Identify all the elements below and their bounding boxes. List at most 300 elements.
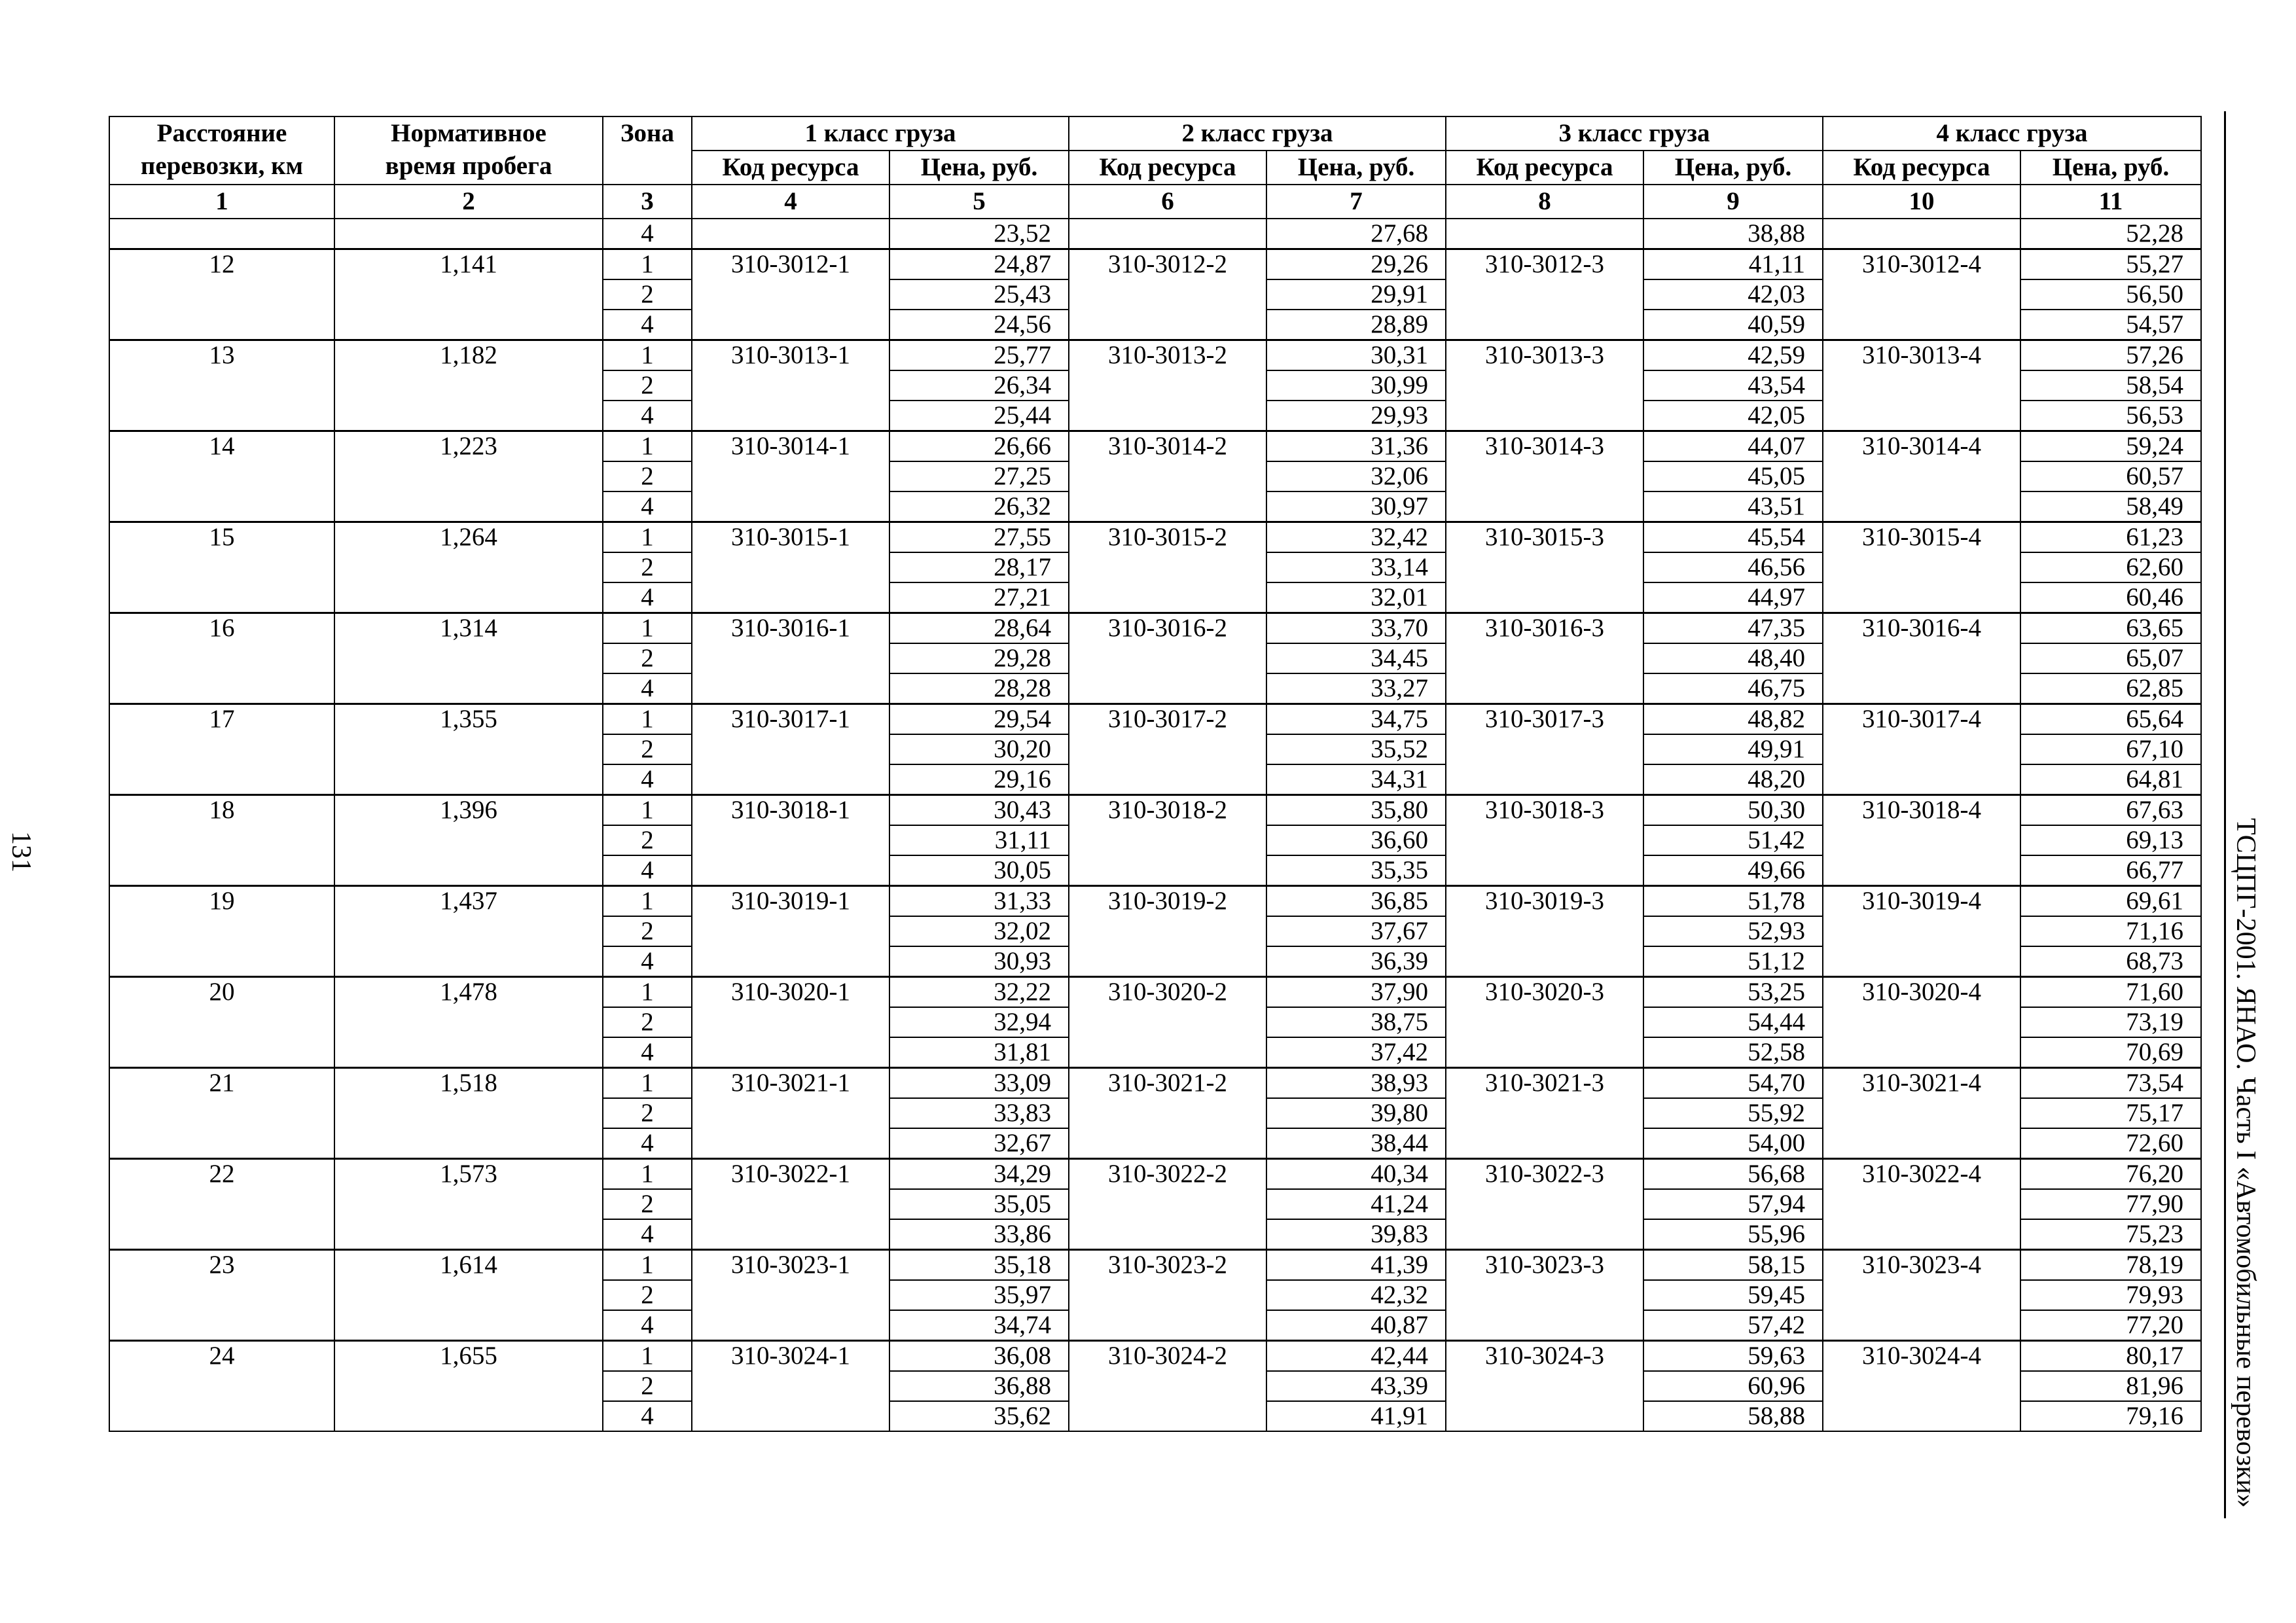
- table-row: [109, 431, 2201, 462]
- column-number: 7: [1266, 185, 1446, 219]
- code-cell: 310-3018-3: [1446, 795, 1643, 886]
- table-row: [109, 1341, 2201, 1372]
- zone-cell: 4: [603, 855, 692, 886]
- code-cell: 310-3015-2: [1069, 522, 1266, 613]
- price-cell: 52,58: [1643, 1037, 1823, 1068]
- code-cell: 310-3022-1: [692, 1159, 889, 1250]
- code-cell: 310-3018-2: [1069, 795, 1266, 886]
- price-cell: 28,28: [889, 673, 1069, 704]
- price-cell: 40,87: [1266, 1310, 1446, 1341]
- price-cell: 40,59: [1643, 310, 1823, 340]
- price-cell: 43,51: [1643, 491, 1823, 522]
- column-number: 6: [1069, 185, 1266, 219]
- price-cell: 46,56: [1643, 552, 1823, 582]
- zone-cell: 4: [603, 310, 692, 340]
- table-row: [109, 977, 2201, 1008]
- code-cell: 310-3012-3: [1446, 249, 1643, 340]
- price-cell: 69,13: [2020, 825, 2201, 855]
- column-number: 1: [109, 185, 334, 219]
- code-cell: 310-3023-4: [1823, 1250, 2020, 1341]
- price-cell: 41,39: [1266, 1250, 1446, 1281]
- price-cell: 49,91: [1643, 734, 1823, 764]
- price-cell: 27,68: [1266, 219, 1446, 249]
- code-cell: 310-3020-2: [1069, 977, 1266, 1068]
- distance-cell: 17: [109, 704, 334, 795]
- code-cell: 310-3016-4: [1823, 613, 2020, 704]
- price-cell: 58,15: [1643, 1250, 1823, 1281]
- distance-cell: 15: [109, 522, 334, 613]
- price-cell: 27,25: [889, 461, 1069, 491]
- table-body: [109, 219, 2201, 1431]
- header-distance-line1: Расстояние: [156, 119, 287, 147]
- distance-cell: 12: [109, 249, 334, 340]
- price-cell: 32,22: [889, 977, 1069, 1008]
- code-cell: 310-3024-3: [1446, 1341, 1643, 1432]
- zone-cell: 1: [603, 1068, 692, 1099]
- code-cell: 310-3020-4: [1823, 977, 2020, 1068]
- price-cell: 33,83: [889, 1098, 1069, 1128]
- price-cell: 35,05: [889, 1189, 1069, 1219]
- code-cell: [692, 219, 889, 249]
- code-cell: 310-3017-2: [1069, 704, 1266, 795]
- header-code: Код ресурса: [1823, 151, 2020, 185]
- price-cell: 35,97: [889, 1280, 1069, 1310]
- zone-cell: 2: [603, 734, 692, 764]
- price-cell: 55,96: [1643, 1219, 1823, 1250]
- price-cell: 80,17: [2020, 1341, 2201, 1372]
- header-price: Цена, руб.: [2020, 151, 2201, 185]
- price-cell: 57,94: [1643, 1189, 1823, 1219]
- price-cell: 42,59: [1643, 340, 1823, 371]
- zone-cell: 4: [603, 764, 692, 795]
- table-row: [109, 1159, 2201, 1190]
- price-cell: 35,80: [1266, 795, 1446, 826]
- price-cell: 42,05: [1643, 401, 1823, 431]
- code-cell: 310-3020-1: [692, 977, 889, 1068]
- price-cell: 40,34: [1266, 1159, 1446, 1190]
- price-cell: 41,91: [1266, 1401, 1446, 1431]
- price-cell: 71,16: [2020, 916, 2201, 946]
- code-cell: 310-3019-4: [1823, 886, 2020, 977]
- price-cell: 81,96: [2020, 1371, 2201, 1401]
- price-cell: 31,11: [889, 825, 1069, 855]
- zone-cell: 4: [603, 582, 692, 613]
- zone-cell: 4: [603, 219, 692, 249]
- distance-cell: [109, 219, 334, 249]
- price-cell: 33,27: [1266, 673, 1446, 704]
- price-cell: 55,27: [2020, 249, 2201, 280]
- time-cell: 1,437: [334, 886, 603, 977]
- price-cell: 45,05: [1643, 461, 1823, 491]
- price-cell: 27,55: [889, 522, 1069, 553]
- price-cell: 35,62: [889, 1401, 1069, 1431]
- zone-cell: 1: [603, 977, 692, 1008]
- zone-cell: 4: [603, 491, 692, 522]
- price-cell: 36,60: [1266, 825, 1446, 855]
- code-cell: 310-3020-3: [1446, 977, 1643, 1068]
- price-cell: 75,17: [2020, 1098, 2201, 1128]
- price-cell: 59,24: [2020, 431, 2201, 462]
- price-cell: 69,61: [2020, 886, 2201, 917]
- price-cell: 48,40: [1643, 643, 1823, 673]
- time-cell: 1,655: [334, 1341, 603, 1432]
- price-cell: 54,57: [2020, 310, 2201, 340]
- price-cell: 33,70: [1266, 613, 1446, 644]
- code-cell: 310-3021-4: [1823, 1068, 2020, 1159]
- price-cell: 29,16: [889, 764, 1069, 795]
- price-cell: 62,60: [2020, 552, 2201, 582]
- column-number: 11: [2020, 185, 2201, 219]
- time-cell: 1,478: [334, 977, 603, 1068]
- zone-cell: 4: [603, 401, 692, 431]
- code-cell: [1446, 219, 1643, 249]
- price-cell: 58,49: [2020, 491, 2201, 522]
- time-cell: 1,223: [334, 431, 603, 522]
- code-cell: 310-3023-3: [1446, 1250, 1643, 1341]
- price-cell: 57,42: [1643, 1310, 1823, 1341]
- page-number: 131: [6, 831, 36, 872]
- time-cell: 1,264: [334, 522, 603, 613]
- distance-cell: 18: [109, 795, 334, 886]
- price-cell: 51,78: [1643, 886, 1823, 917]
- price-cell: 30,99: [1266, 370, 1446, 401]
- zone-cell: 4: [603, 1401, 692, 1431]
- price-cell: 38,88: [1643, 219, 1823, 249]
- header-time-line2: время пробега: [385, 152, 552, 180]
- code-cell: 310-3013-3: [1446, 340, 1643, 431]
- price-cell: 29,91: [1266, 279, 1446, 310]
- code-cell: 310-3022-2: [1069, 1159, 1266, 1250]
- table-row: [109, 886, 2201, 917]
- price-cell: 41,24: [1266, 1189, 1446, 1219]
- price-cell: 67,10: [2020, 734, 2201, 764]
- distance-cell: 19: [109, 886, 334, 977]
- price-cell: 72,60: [2020, 1128, 2201, 1159]
- price-cell: 31,81: [889, 1037, 1069, 1068]
- price-cell: 25,77: [889, 340, 1069, 371]
- column-number: 8: [1446, 185, 1643, 219]
- header-time: [334, 116, 603, 185]
- time-cell: 1,314: [334, 613, 603, 704]
- zone-cell: 1: [603, 886, 692, 917]
- header-zone: Зона: [603, 116, 692, 185]
- table-row: [109, 704, 2201, 735]
- price-cell: 58,88: [1643, 1401, 1823, 1431]
- zone-cell: 2: [603, 1371, 692, 1401]
- price-cell: 60,46: [2020, 582, 2201, 613]
- code-cell: 310-3014-1: [692, 431, 889, 522]
- table-row: [109, 613, 2201, 644]
- code-cell: 310-3024-1: [692, 1341, 889, 1432]
- price-cell: 30,43: [889, 795, 1069, 826]
- price-cell: 46,75: [1643, 673, 1823, 704]
- zone-cell: 1: [603, 1159, 692, 1190]
- table-row: [109, 249, 2201, 280]
- price-cell: 38,44: [1266, 1128, 1446, 1159]
- price-cell: 28,64: [889, 613, 1069, 644]
- zone-cell: 1: [603, 704, 692, 735]
- zone-cell: 4: [603, 1219, 692, 1250]
- table-row: [109, 340, 2201, 371]
- price-cell: 37,42: [1266, 1037, 1446, 1068]
- price-cell: 34,29: [889, 1159, 1069, 1190]
- price-cell: 54,00: [1643, 1128, 1823, 1159]
- price-cell: 42,32: [1266, 1280, 1446, 1310]
- zone-cell: 2: [603, 1189, 692, 1219]
- header-distance: [109, 116, 334, 185]
- zone-cell: 2: [603, 279, 692, 310]
- code-cell: 310-3017-4: [1823, 704, 2020, 795]
- freight-price-table: [109, 116, 2202, 1432]
- price-cell: 68,73: [2020, 946, 2201, 977]
- price-cell: 56,50: [2020, 279, 2201, 310]
- price-cell: 62,85: [2020, 673, 2201, 704]
- distance-cell: 20: [109, 977, 334, 1068]
- column-number: 2: [334, 185, 603, 219]
- zone-cell: 1: [603, 795, 692, 826]
- price-cell: 67,63: [2020, 795, 2201, 826]
- price-cell: 33,86: [889, 1219, 1069, 1250]
- code-cell: 310-3016-3: [1446, 613, 1643, 704]
- code-cell: 310-3013-4: [1823, 340, 2020, 431]
- code-cell: 310-3018-4: [1823, 795, 2020, 886]
- price-cell: 26,66: [889, 431, 1069, 462]
- price-cell: 59,63: [1643, 1341, 1823, 1372]
- price-cell: 48,20: [1643, 764, 1823, 795]
- time-cell: 1,355: [334, 704, 603, 795]
- time-cell: 1,518: [334, 1068, 603, 1159]
- header-price: Цена, руб.: [889, 151, 1069, 185]
- price-cell: 26,32: [889, 491, 1069, 522]
- price-cell: 39,80: [1266, 1098, 1446, 1128]
- price-cell: 37,90: [1266, 977, 1446, 1008]
- header-price: Цена, руб.: [1643, 151, 1823, 185]
- distance-cell: 21: [109, 1068, 334, 1159]
- header-class-4: 4 класс груза: [1823, 116, 2201, 151]
- price-cell: 73,54: [2020, 1068, 2201, 1099]
- header-code: Код ресурса: [1446, 151, 1643, 185]
- price-cell: 52,28: [2020, 219, 2201, 249]
- table-row: [109, 522, 2201, 553]
- price-cell: 38,75: [1266, 1007, 1446, 1037]
- price-cell: 60,57: [2020, 461, 2201, 491]
- continuation-row: [109, 219, 2201, 249]
- price-cell: 42,03: [1643, 279, 1823, 310]
- price-cell: 78,19: [2020, 1250, 2201, 1281]
- header-row-1: [109, 116, 2201, 151]
- zone-cell: 2: [603, 461, 692, 491]
- price-cell: 31,33: [889, 886, 1069, 917]
- price-cell: 70,69: [2020, 1037, 2201, 1068]
- price-cell: 29,26: [1266, 249, 1446, 280]
- price-cell: 32,67: [889, 1128, 1069, 1159]
- time-cell: [334, 219, 603, 249]
- price-cell: 30,20: [889, 734, 1069, 764]
- price-cell: 29,54: [889, 704, 1069, 735]
- price-cell: 65,64: [2020, 704, 2201, 735]
- price-cell: 28,89: [1266, 310, 1446, 340]
- price-cell: 51,12: [1643, 946, 1823, 977]
- code-cell: [1069, 219, 1266, 249]
- price-cell: 60,96: [1643, 1371, 1823, 1401]
- price-cell: 51,42: [1643, 825, 1823, 855]
- price-cell: 38,93: [1266, 1068, 1446, 1099]
- code-cell: 310-3022-3: [1446, 1159, 1643, 1250]
- price-cell: 25,44: [889, 401, 1069, 431]
- header-code: Код ресурса: [1069, 151, 1266, 185]
- price-cell: 59,45: [1643, 1280, 1823, 1310]
- zone-cell: 4: [603, 1310, 692, 1341]
- code-cell: 310-3019-1: [692, 886, 889, 977]
- code-cell: 310-3019-3: [1446, 886, 1643, 977]
- price-cell: 41,11: [1643, 249, 1823, 280]
- price-cell: 57,26: [2020, 340, 2201, 371]
- zone-cell: 1: [603, 249, 692, 280]
- price-cell: 36,88: [889, 1371, 1069, 1401]
- price-cell: 28,17: [889, 552, 1069, 582]
- code-cell: 310-3021-2: [1069, 1068, 1266, 1159]
- column-number: 9: [1643, 185, 1823, 219]
- zone-cell: 2: [603, 916, 692, 946]
- header-price: Цена, руб.: [1266, 151, 1446, 185]
- price-cell: 48,82: [1643, 704, 1823, 735]
- zone-cell: 2: [603, 370, 692, 401]
- code-cell: 310-3017-1: [692, 704, 889, 795]
- price-cell: 33,09: [889, 1068, 1069, 1099]
- price-cell: 56,53: [2020, 401, 2201, 431]
- price-cell: 29,93: [1266, 401, 1446, 431]
- price-cell: 29,28: [889, 643, 1069, 673]
- price-cell: 33,14: [1266, 552, 1446, 582]
- code-cell: 310-3024-4: [1823, 1341, 2020, 1432]
- price-cell: 55,92: [1643, 1098, 1823, 1128]
- price-cell: 36,85: [1266, 886, 1446, 917]
- zone-cell: 1: [603, 522, 692, 553]
- code-cell: 310-3019-2: [1069, 886, 1266, 977]
- price-cell: 61,23: [2020, 522, 2201, 553]
- price-cell: 30,93: [889, 946, 1069, 977]
- price-cell: 79,16: [2020, 1401, 2201, 1431]
- price-cell: 77,20: [2020, 1310, 2201, 1341]
- code-cell: 310-3018-1: [692, 795, 889, 886]
- price-cell: 52,93: [1643, 916, 1823, 946]
- zone-cell: 4: [603, 1037, 692, 1068]
- header-time-line1: Нормативное: [391, 119, 547, 147]
- price-cell: 24,56: [889, 310, 1069, 340]
- code-cell: [1823, 219, 2020, 249]
- code-cell: 310-3021-3: [1446, 1068, 1643, 1159]
- price-cell: 34,75: [1266, 704, 1446, 735]
- zone-cell: 4: [603, 673, 692, 704]
- price-cell: 35,18: [889, 1250, 1069, 1281]
- zone-cell: 1: [603, 1341, 692, 1372]
- code-cell: 310-3015-4: [1823, 522, 2020, 613]
- price-cell: 32,42: [1266, 522, 1446, 553]
- price-cell: 75,23: [2020, 1219, 2201, 1250]
- price-cell: 37,67: [1266, 916, 1446, 946]
- code-cell: 310-3023-2: [1069, 1250, 1266, 1341]
- table-row: [109, 1250, 2201, 1281]
- distance-cell: 13: [109, 340, 334, 431]
- time-cell: 1,141: [334, 249, 603, 340]
- price-cell: 24,87: [889, 249, 1069, 280]
- price-cell: 44,97: [1643, 582, 1823, 613]
- price-cell: 30,05: [889, 855, 1069, 886]
- zone-cell: 1: [603, 1250, 692, 1281]
- distance-cell: 14: [109, 431, 334, 522]
- price-cell: 26,34: [889, 370, 1069, 401]
- zone-cell: 2: [603, 1098, 692, 1128]
- price-cell: 63,65: [2020, 613, 2201, 644]
- price-cell: 35,35: [1266, 855, 1446, 886]
- zone-cell: 2: [603, 825, 692, 855]
- price-cell: 23,52: [889, 219, 1069, 249]
- price-cell: 43,39: [1266, 1371, 1446, 1401]
- code-cell: 310-3013-1: [692, 340, 889, 431]
- price-cell: 34,31: [1266, 764, 1446, 795]
- price-cell: 65,07: [2020, 643, 2201, 673]
- price-cell: 53,25: [1643, 977, 1823, 1008]
- code-cell: 310-3015-1: [692, 522, 889, 613]
- header-class-1: 1 класс груза: [692, 116, 1069, 151]
- price-cell: 64,81: [2020, 764, 2201, 795]
- time-cell: 1,396: [334, 795, 603, 886]
- zone-cell: 1: [603, 613, 692, 644]
- price-cell: 79,93: [2020, 1280, 2201, 1310]
- price-cell: 58,54: [2020, 370, 2201, 401]
- code-cell: 310-3016-2: [1069, 613, 1266, 704]
- table-row: [109, 795, 2201, 826]
- price-cell: 43,54: [1643, 370, 1823, 401]
- code-cell: 310-3013-2: [1069, 340, 1266, 431]
- code-cell: 310-3023-1: [692, 1250, 889, 1341]
- price-cell: 32,02: [889, 916, 1069, 946]
- price-cell: 36,08: [889, 1341, 1069, 1372]
- header-class-3: 3 класс груза: [1446, 116, 1823, 151]
- code-cell: 310-3012-4: [1823, 249, 2020, 340]
- column-number: 3: [603, 185, 692, 219]
- price-cell: 25,43: [889, 279, 1069, 310]
- price-cell: 45,54: [1643, 522, 1823, 553]
- price-cell: 49,66: [1643, 855, 1823, 886]
- price-cell: 50,30: [1643, 795, 1823, 826]
- zone-cell: 2: [603, 1280, 692, 1310]
- side-rule: [2224, 111, 2226, 1518]
- distance-cell: 23: [109, 1250, 334, 1341]
- price-cell: 54,44: [1643, 1007, 1823, 1037]
- distance-cell: 22: [109, 1159, 334, 1250]
- code-cell: 310-3012-1: [692, 249, 889, 340]
- price-cell: 27,21: [889, 582, 1069, 613]
- code-cell: 310-3021-1: [692, 1068, 889, 1159]
- price-cell: 54,70: [1643, 1068, 1823, 1099]
- code-cell: 310-3014-4: [1823, 431, 2020, 522]
- price-cell: 32,06: [1266, 461, 1446, 491]
- code-cell: 310-3015-3: [1446, 522, 1643, 613]
- code-cell: 310-3017-3: [1446, 704, 1643, 795]
- price-cell: 30,97: [1266, 491, 1446, 522]
- header-code: Код ресурса: [692, 151, 889, 185]
- price-cell: 34,45: [1266, 643, 1446, 673]
- header-class-2: 2 класс груза: [1069, 116, 1446, 151]
- zone-cell: 2: [603, 643, 692, 673]
- price-cell: 56,68: [1643, 1159, 1823, 1190]
- zone-cell: 2: [603, 1007, 692, 1037]
- price-cell: 76,20: [2020, 1159, 2201, 1190]
- column-number-row: [109, 185, 2201, 219]
- price-cell: 44,07: [1643, 431, 1823, 462]
- column-number: 10: [1823, 185, 2020, 219]
